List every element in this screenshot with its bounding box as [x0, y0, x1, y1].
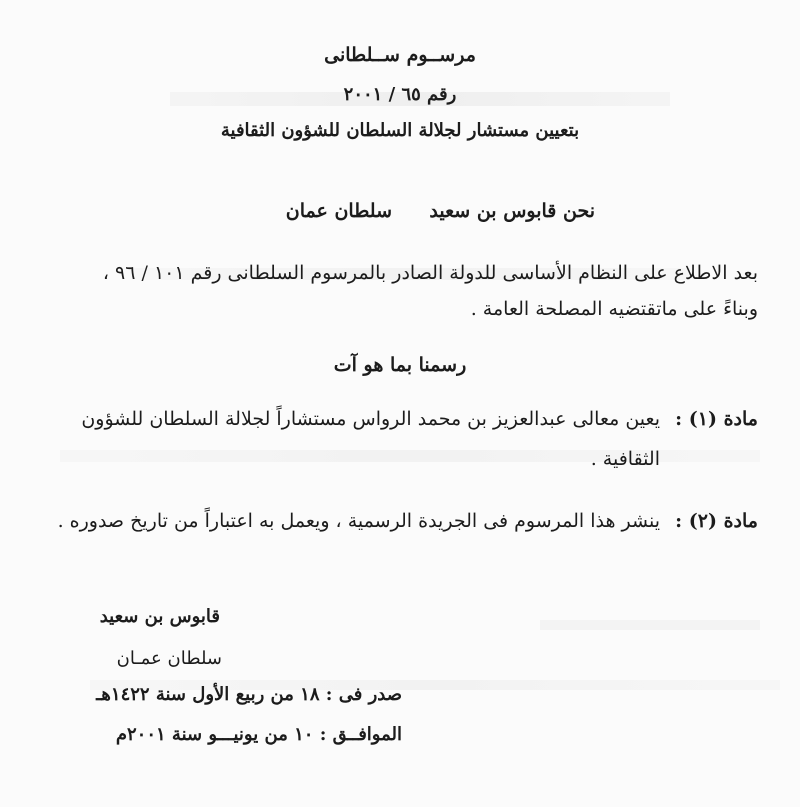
article-label: مادة (١) :	[675, 408, 758, 430]
recital-line: بعد الاطلاع على النظام الأساسى للدولة الصادر بالمرسوم السلطانى رقم ١٠١ / ٩٦ ،	[102, 262, 758, 284]
date-hijri: صدر فى : ١٨ من ربيع الأول سنة ١٤٢٢هـ	[96, 684, 402, 705]
preamble-title: سلطان عمان	[285, 200, 392, 222]
date-gregorian: الموافــق : ١٠ من يونيـــو سنة ٢٠٠١م	[115, 724, 402, 745]
article-text: ينشر هذا المرسوم فى الجريدة الرسمية ، ويعمل به اعتباراً من تاريخ صدوره .	[57, 510, 660, 532]
decree-title: مرســوم ســلطانى	[324, 44, 476, 66]
preamble-sovereign: نحن قابوس بن سعيد	[429, 200, 595, 222]
decree-number: رقم ٦٥ / ٢٠٠١	[343, 84, 457, 105]
article-label: مادة (٢) :	[675, 510, 758, 532]
article-text: يعين معالى عبدالعزيز بن محمد الرواس مستشاراً لجلالة السلطان للشؤون	[81, 408, 660, 430]
signature-name: قابوس بن سعيد	[99, 606, 220, 627]
decree-heading: رسمنا بما هو آت	[333, 354, 467, 376]
recital-line: وبناءً على ماتقتضيه المصلحة العامة .	[470, 298, 758, 320]
bleed-through	[540, 620, 760, 630]
signature-title: سلطان عمـان	[116, 648, 222, 669]
decree-subject: بتعيين مستشار لجلالة السلطان للشؤون الثقافية	[220, 120, 580, 141]
article-text: الثقافية .	[590, 448, 660, 470]
